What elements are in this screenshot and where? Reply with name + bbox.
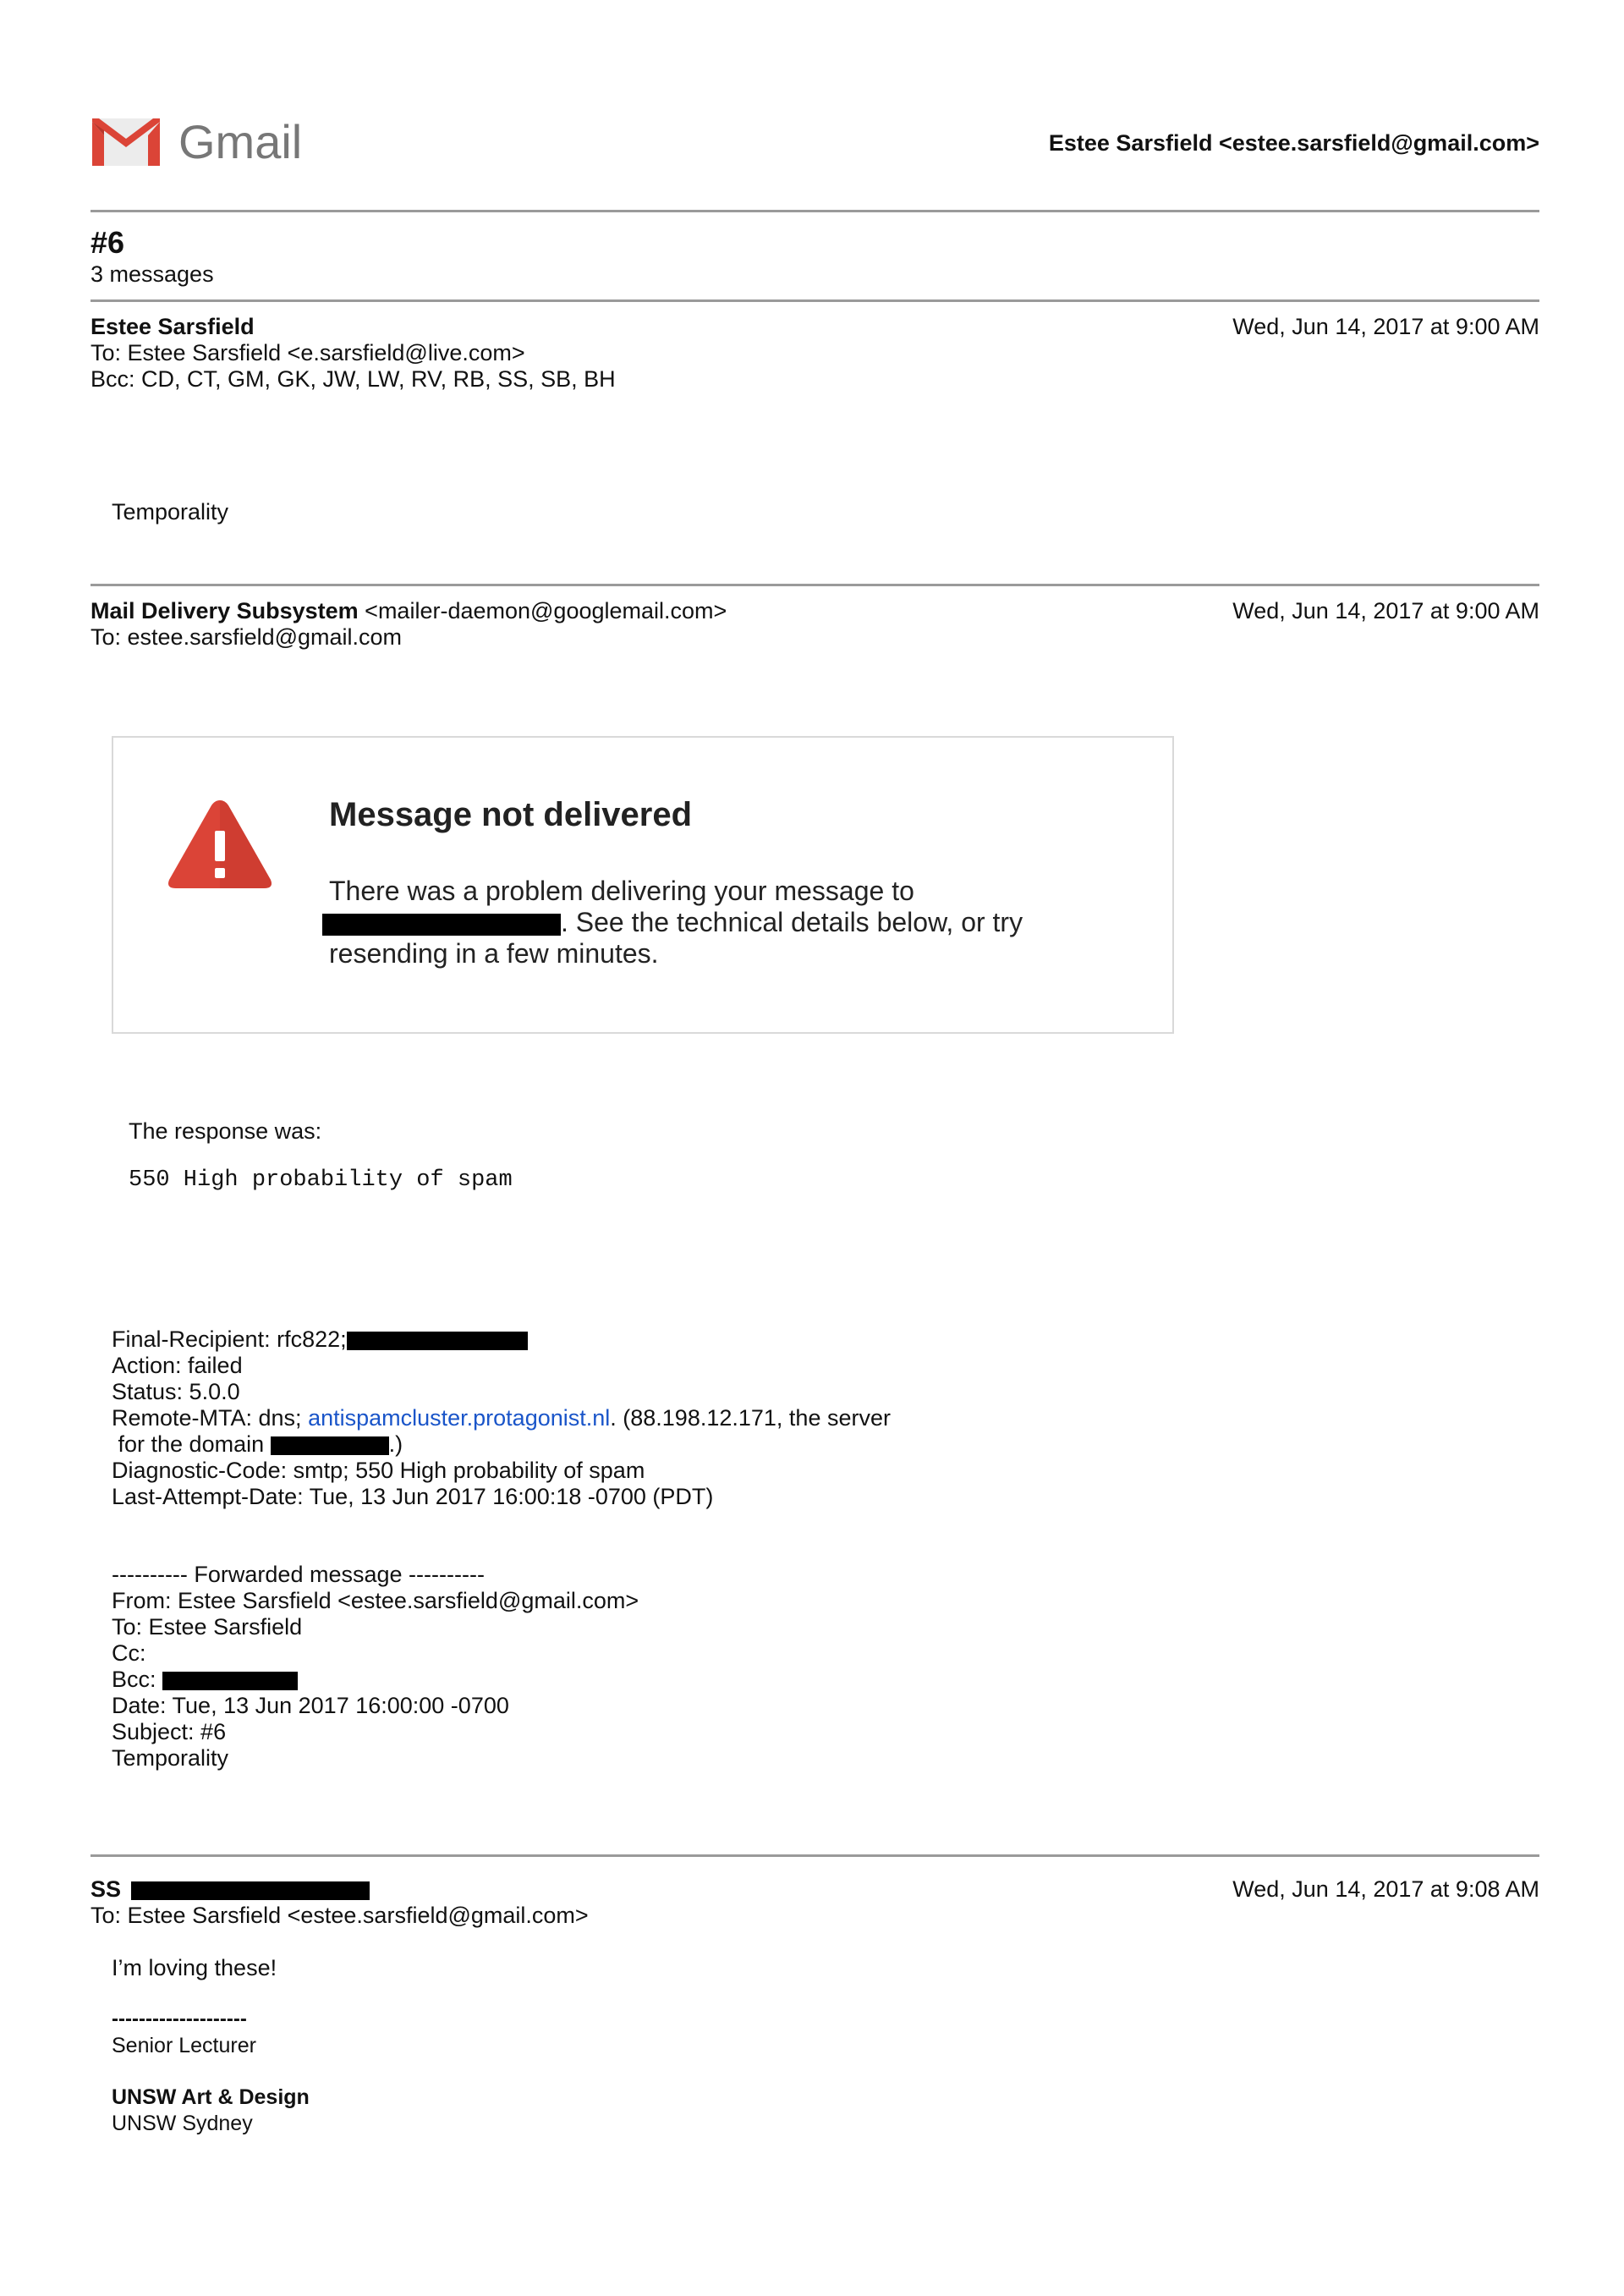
forwarded-subject: Subject: #6 (112, 1719, 227, 1744)
ndr-line-2 (329, 907, 1023, 938)
final-recipient (112, 1327, 528, 1353)
action-line: Action: failed (112, 1353, 243, 1378)
signature-place: UNSW Sydney (112, 2112, 253, 2135)
forwarded-from: From: Estee Sarsfield <estee.sarsfield@gmail.com> (112, 1588, 639, 1613)
divider (91, 299, 1539, 302)
message-date: Wed, Jun 14, 2017 at 9:08 AM (1232, 1876, 1539, 1902)
signature-divider: -------------------- (112, 2008, 247, 2030)
sender-line (91, 1876, 370, 1903)
forwarded-cc: Cc: (112, 1640, 146, 1666)
ndr-line-2-text: . See the technical details below, or try (561, 907, 1023, 937)
divider (91, 210, 1539, 212)
redacted-recipient (347, 1332, 528, 1350)
remote-mta-link[interactable]: antispamcluster.protagonist.nl (308, 1405, 611, 1431)
recipient-to: To: Estee Sarsfield <e.sarsfield@live.com> (91, 340, 525, 365)
message-date: Wed, Jun 14, 2017 at 9:00 AM (1232, 314, 1539, 339)
sender-name[interactable]: Mail Delivery Subsystem (91, 598, 359, 623)
ndr-line-1: There was a problem delivering your message to (329, 876, 914, 906)
forwarded-divider: ---------- Forwarded message ---------- (112, 1562, 485, 1587)
ndr-title: Message not delivered (329, 796, 693, 833)
gmail-logo-text: Gmail (178, 115, 303, 168)
diagnostic-line: Diagnostic-Code: smtp; 550 High probability of spam (112, 1458, 645, 1483)
forwarded-to: To: Estee Sarsfield (112, 1614, 303, 1640)
final-recipient-label: Final-Recipient: rfc822; (112, 1327, 347, 1352)
response-code: 550 High probability of spam (129, 1167, 513, 1193)
last-attempt-line: Last-Attempt-Date: Tue, 13 Jun 2017 16:00:18 -0700 (PDT) (112, 1484, 714, 1509)
forwarded-bcc-label: Bcc: (112, 1667, 163, 1692)
signature-org: UNSW Art & Design (112, 2085, 310, 2109)
domain-suffix: .) (388, 1431, 403, 1457)
redacted-bcc (162, 1672, 298, 1690)
remote-mta-suffix: . (88.198.12.171, the server (610, 1405, 891, 1431)
domain-line (112, 1431, 403, 1458)
divider (91, 584, 1539, 586)
redacted-email (322, 914, 561, 936)
forwarded-body: Temporality (112, 1745, 229, 1771)
sender-email: <mailer-daemon@googlemail.com> (365, 598, 727, 623)
signature-title: Senior Lecturer (112, 2034, 256, 2057)
message-count: 3 messages (91, 261, 214, 287)
redacted-sender-email (131, 1881, 370, 1900)
response-label: The response was: (129, 1118, 322, 1144)
ndr-description (329, 876, 1023, 969)
remote-mta-line (112, 1405, 891, 1431)
message-body: I’m loving these! (112, 1955, 277, 1980)
redacted-domain (271, 1436, 389, 1455)
message-body: Temporality (112, 499, 229, 525)
thread-subject: #6 (91, 225, 125, 260)
forwarded-date: Date: Tue, 13 Jun 2017 16:00:00 -0700 (112, 1693, 509, 1718)
recipient-to: To: Estee Sarsfield <estee.sarsfield@gmail.com> (91, 1903, 589, 1928)
status-line: Status: 5.0.0 (112, 1379, 240, 1404)
sender-name[interactable]: SS (91, 1876, 122, 1902)
delivery-failure-card (112, 736, 1174, 1034)
sender-line (91, 598, 727, 624)
gmail-logo (91, 115, 310, 169)
recipient-bcc: Bcc: CD, CT, GM, GK, JW, LW, RV, RB, SS, SB, BH (91, 366, 616, 392)
remote-mta-label: Remote-MTA: dns; (112, 1405, 309, 1431)
sender-name[interactable]: Estee Sarsfield (91, 314, 255, 339)
gmail-m-icon (91, 115, 162, 169)
warning-triangle-icon (166, 797, 274, 892)
ndr-line-3: resending in a few minutes. (329, 938, 659, 969)
forwarded-bcc (112, 1667, 298, 1693)
account-email: Estee Sarsfield <estee.sarsfield@gmail.com> (1048, 130, 1539, 156)
domain-label: for the domain (112, 1431, 271, 1457)
recipient-to: To: estee.sarsfield@gmail.com (91, 624, 403, 650)
divider (91, 1854, 1539, 1857)
message-date: Wed, Jun 14, 2017 at 9:00 AM (1232, 598, 1539, 623)
